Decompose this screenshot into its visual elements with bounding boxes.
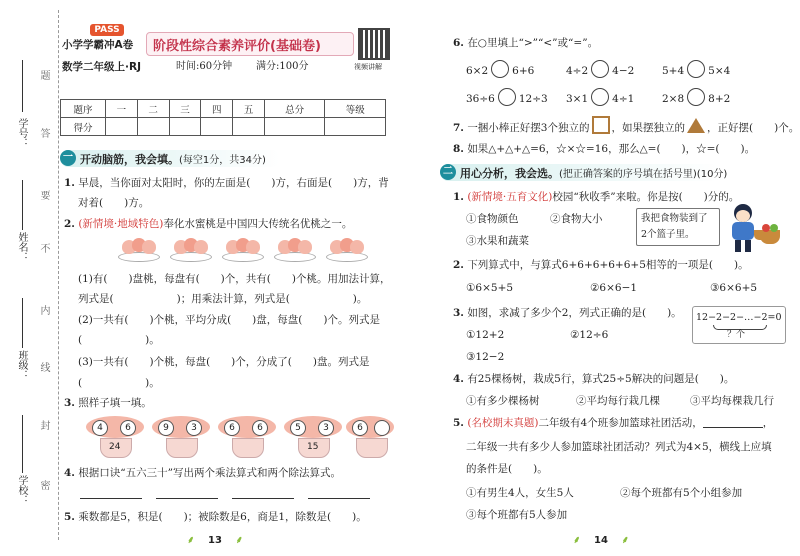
section-2-number: 二 [440,164,456,180]
product-basket[interactable] [298,438,330,458]
score-input-cell[interactable] [137,118,169,136]
compare-right: 8+2 [708,93,731,105]
question-2-sub1[interactable]: (1)有( )盘桃，每盘有( )个，共有( )个桃。用加法计算， [78,273,391,285]
option-2[interactable]: ②6×6−1 [590,282,638,294]
score-table [60,99,386,136]
question-number: 1. [453,191,464,203]
question-text: 二年级有4个班参加篮球社团活动， [538,417,703,429]
question-text[interactable]: 乘数都是5，积是( )；被除数是6，商是1，除数是( )。 [78,511,367,523]
question-number: 4. [64,467,75,479]
option-3[interactable]: ③12−2 [466,351,505,363]
product-basket[interactable] [356,438,388,458]
qr-code-icon[interactable] [358,28,390,60]
compare-left: 2×8 [662,93,685,105]
question-2-sub3-line2[interactable]: ( )。 [78,377,160,389]
score-table-cell: 得分 [61,118,106,136]
question-2-sub2-line2[interactable]: ( )。 [78,334,160,346]
speech-bubble-line: 2个篮子里。 [641,229,695,240]
compare-circle[interactable] [591,60,609,78]
right-page [400,0,800,554]
school-line[interactable] [22,415,23,473]
fold-char: 不 [38,243,49,253]
score-table-cell: 总分 [264,100,325,118]
option-2[interactable]: ②食物大小 [550,213,603,225]
question-2 [64,217,352,231]
compare-row [466,60,534,78]
choice-question-5-line2: 二年级一共有多少人参加篮球社团活动？列式为4×5，横线上应填 [466,441,772,453]
score-table-header-row [61,100,386,118]
page-title: 阶段性综合素养评价(基础卷) [153,39,321,54]
section-1-number: 一 [60,150,76,166]
triangle-icon [687,118,705,133]
factor-a: 4 [92,420,108,436]
compare-row [566,88,634,106]
factor-a: 6 [224,420,240,436]
fold-char: 题 [38,70,49,80]
leaf-icon: ⸙ [187,535,195,546]
question-number: 3. [64,397,75,409]
compare-circle[interactable] [687,60,705,78]
fold-char: 答 [38,128,49,138]
factor-b[interactable] [374,420,390,436]
answer-line[interactable] [308,498,370,499]
question-5 [64,510,367,524]
fold-char: 内 [38,305,49,315]
option-3[interactable]: ③水果和蔬菜 [466,235,529,247]
peach-plate-icon [274,238,314,260]
title-box [146,32,354,56]
score-input-cell[interactable] [169,118,201,136]
question-number: 7. [453,122,464,134]
choice-question-2 [453,258,749,272]
option-1[interactable]: ①有男生4人，女生5人 [466,487,574,499]
choice-question-5 [453,416,773,430]
factor-b: 6 [120,420,136,436]
compare-circle[interactable] [687,88,705,106]
question-tag: (新情境·地域特色) [78,218,164,230]
product-basket[interactable] [100,438,132,458]
child-character-icon [724,202,764,254]
fold-line [58,10,59,540]
question-1-line2[interactable]: 对着( )方。 [78,197,150,209]
series-name: 小学学霸冲A卷 [62,39,134,51]
speech-bubble-line: 我把食物装到了 [641,213,708,224]
score-table-score-row [61,118,386,136]
name-label: 姓名： [16,232,27,262]
subtitle: 数学二年级上·RJ [62,61,141,73]
option-3[interactable]: ③每个班都有5人参加 [466,509,568,521]
fold-char: 密 [38,480,49,490]
factor-a: 9 [158,420,174,436]
speech-bubble [636,208,720,246]
fold-char: 线 [38,362,49,372]
leaf-icon: ⸙ [235,535,243,546]
choice-question-3 [453,306,682,320]
diagram-question: ？个 [727,330,746,340]
compare-left: 36÷6 [466,93,495,105]
answer-line[interactable] [232,498,294,499]
option-3[interactable]: ③平均每棵栽几行 [690,395,774,407]
compare-row [662,60,730,78]
product-value: 15 [307,442,319,452]
question-text: 在○里填上“>”“<”或“=”。 [467,37,599,49]
compare-left: 5+4 [662,65,685,77]
peach-plate-icon [222,238,262,260]
question-6 [453,36,598,50]
fold-char: 封 [38,420,49,430]
question-2-sub3[interactable]: (3)一共有( )个桃，每盘( )个，分成了( )盘。列式是 [78,356,370,368]
compare-right: 12÷3 [518,93,548,105]
example-item [86,416,146,456]
question-text-c[interactable]: ，正好摆( )个。 [707,122,800,134]
question-7 [453,116,799,135]
score-table-cell: 二 [137,100,169,118]
compare-right: 4÷1 [612,93,635,105]
option-3[interactable]: ③6×6+5 [710,282,758,294]
question-number: 5. [64,511,75,523]
square-icon [592,116,610,134]
leaf-icon: ⸙ [621,535,629,546]
compare-right: 4−2 [612,65,635,77]
question-text: 根据口诀“五六三十”写出两个乘法算式和两个除法算式。 [78,467,342,479]
compare-row [466,88,548,106]
score-input-cell[interactable] [325,118,386,136]
section-2-note: (把正确答案的序号填在括号里)(10分) [559,169,728,180]
question-number: 2. [64,218,75,230]
question-tag: (名校期末真题) [467,417,539,429]
qr-label: 视频讲解 [354,63,382,71]
answer-line[interactable] [156,498,218,499]
diagram-equation: 12−2−2−…−2=0 [696,312,782,323]
question-4 [64,466,341,480]
vegetables-icon [760,224,782,244]
question-8 [453,142,755,156]
product-value: 24 [109,442,121,452]
question-number: 6. [453,37,464,49]
factor-b: 6 [252,420,268,436]
section-2-title-text: 用心分析，我会选。 [460,167,559,180]
option-2[interactable]: ②12÷6 [570,329,609,341]
section-1-note: (每空1分，共34分) [179,155,266,166]
section-2-title [460,165,727,181]
factor-a: 6 [352,420,368,436]
factor-a: 5 [290,420,306,436]
compare-circle[interactable] [498,88,516,106]
question-3 [64,396,152,410]
page-number: 14 [594,535,608,546]
choice-question-5-line3[interactable]: 的条件是( )。 [466,463,548,475]
question-text[interactable]: 早晨，当你面对太阳时，你的左面是( )方，右面是( )方，背 [78,177,389,189]
factor-b: 3 [318,420,334,436]
question-text: 照样子填一填。 [78,397,152,409]
question-text[interactable]: 校园“秋收季”来啦。你是按( )分的。 [552,191,740,203]
example-item [218,416,278,456]
question-text[interactable]: 有25棵杨树，栽成5行，算式25÷5解决的问题是( )。 [467,373,735,385]
question-text[interactable]: 如图，求减了多少个2，列式正确的是( )。 [467,307,682,319]
compare-circle[interactable] [491,60,509,78]
choice-question-1 [453,190,739,204]
question-number: 4. [453,373,464,385]
compare-left: 4÷2 [566,65,589,77]
compare-left: 6×2 [466,65,489,77]
subtraction-diagram [692,306,786,344]
exam-score: 满分:100分 [256,61,309,72]
student-id-line[interactable] [22,60,23,112]
option-1[interactable]: ①有多少棵杨树 [466,395,540,407]
peach-plate-icon [118,238,158,260]
option-2[interactable]: ②每个班都有5个小组参加 [620,487,743,499]
compare-circle[interactable] [591,88,609,106]
score-input-cell[interactable] [201,118,233,136]
score-table-cell: 一 [106,100,138,118]
fold-char: 要 [38,190,49,200]
page-number: 13 [208,535,222,546]
question-2-sub1-line2[interactable]: 列式是( )；用乘法计算，列式是( )。 [78,293,368,305]
peach-plate-icon [170,238,210,260]
product-basket[interactable] [232,438,264,458]
condition-blank[interactable] [703,427,763,428]
name-line[interactable] [22,180,23,230]
compare-left: 3×1 [566,93,589,105]
question-1 [64,176,389,190]
student-id-label: 学号： [16,118,27,148]
leaf-icon: ⸙ [573,535,581,546]
question-tag: (新情境·五育文化) [467,191,553,203]
score-table-cell: 五 [233,100,265,118]
exam-time: 时间:60分钟 [176,61,233,72]
compare-right: 5×4 [708,65,731,77]
product-basket[interactable] [166,438,198,458]
brand-logo: PASS [90,24,124,36]
page-number-right [556,532,646,546]
score-input-cell[interactable] [106,118,138,136]
score-input-cell[interactable] [233,118,265,136]
example-item [284,416,344,456]
question-text-b: ，如果摆独立的 [611,122,685,134]
compare-row [566,60,634,78]
question-number: 3. [453,307,464,319]
question-text[interactable]: 如果△+△+△=6，☆×☆=16，那么△=( )，☆=( )。 [467,143,756,155]
option-1[interactable]: ①食物颜色 [466,213,519,225]
choice-question-4 [453,372,734,386]
answer-line[interactable] [80,498,142,499]
option-2[interactable]: ②平均每行栽几棵 [576,395,660,407]
question-text-a: 一捆小棒正好摆3个独立的 [467,122,590,134]
question-2-sub2[interactable]: (2)一共有( )个桃，平均分成( )盘，每盘( )个。列式是 [78,314,380,326]
example-item [346,416,396,456]
factor-b: 3 [186,420,202,436]
score-table-cell: 三 [169,100,201,118]
section-1-title [80,151,266,167]
peach-plate-icon [326,238,366,260]
comma: ， [762,417,774,429]
question-text[interactable]: 下列算式中，与算式6+6+6+6+6+5相等的一项是( )。 [467,259,749,271]
question-number: 1. [64,177,75,189]
compare-right: 6+6 [512,65,535,77]
option-1[interactable]: ①6×5+5 [466,282,514,294]
score-table-cell: 等级 [325,100,386,118]
left-page [0,0,400,554]
class-label: 班级： [16,350,27,380]
question-number: 8. [453,143,464,155]
question-text: 奉化水蜜桃是中国四大传统名优桃之一。 [163,218,353,230]
page-number-left [170,532,260,546]
question-number: 2. [453,259,464,271]
header-banner [60,24,390,72]
compare-row [662,88,730,106]
class-line[interactable] [22,298,23,348]
score-table-cell: 题序 [61,100,106,118]
example-item [152,416,212,456]
section-1-title-text: 开动脑筋，我会填。 [80,153,179,166]
score-input-cell[interactable] [264,118,325,136]
option-1[interactable]: ①12+2 [466,329,505,341]
school-label: 学校： [16,475,27,505]
score-table-cell: 四 [201,100,233,118]
question-number: 5. [453,417,464,429]
